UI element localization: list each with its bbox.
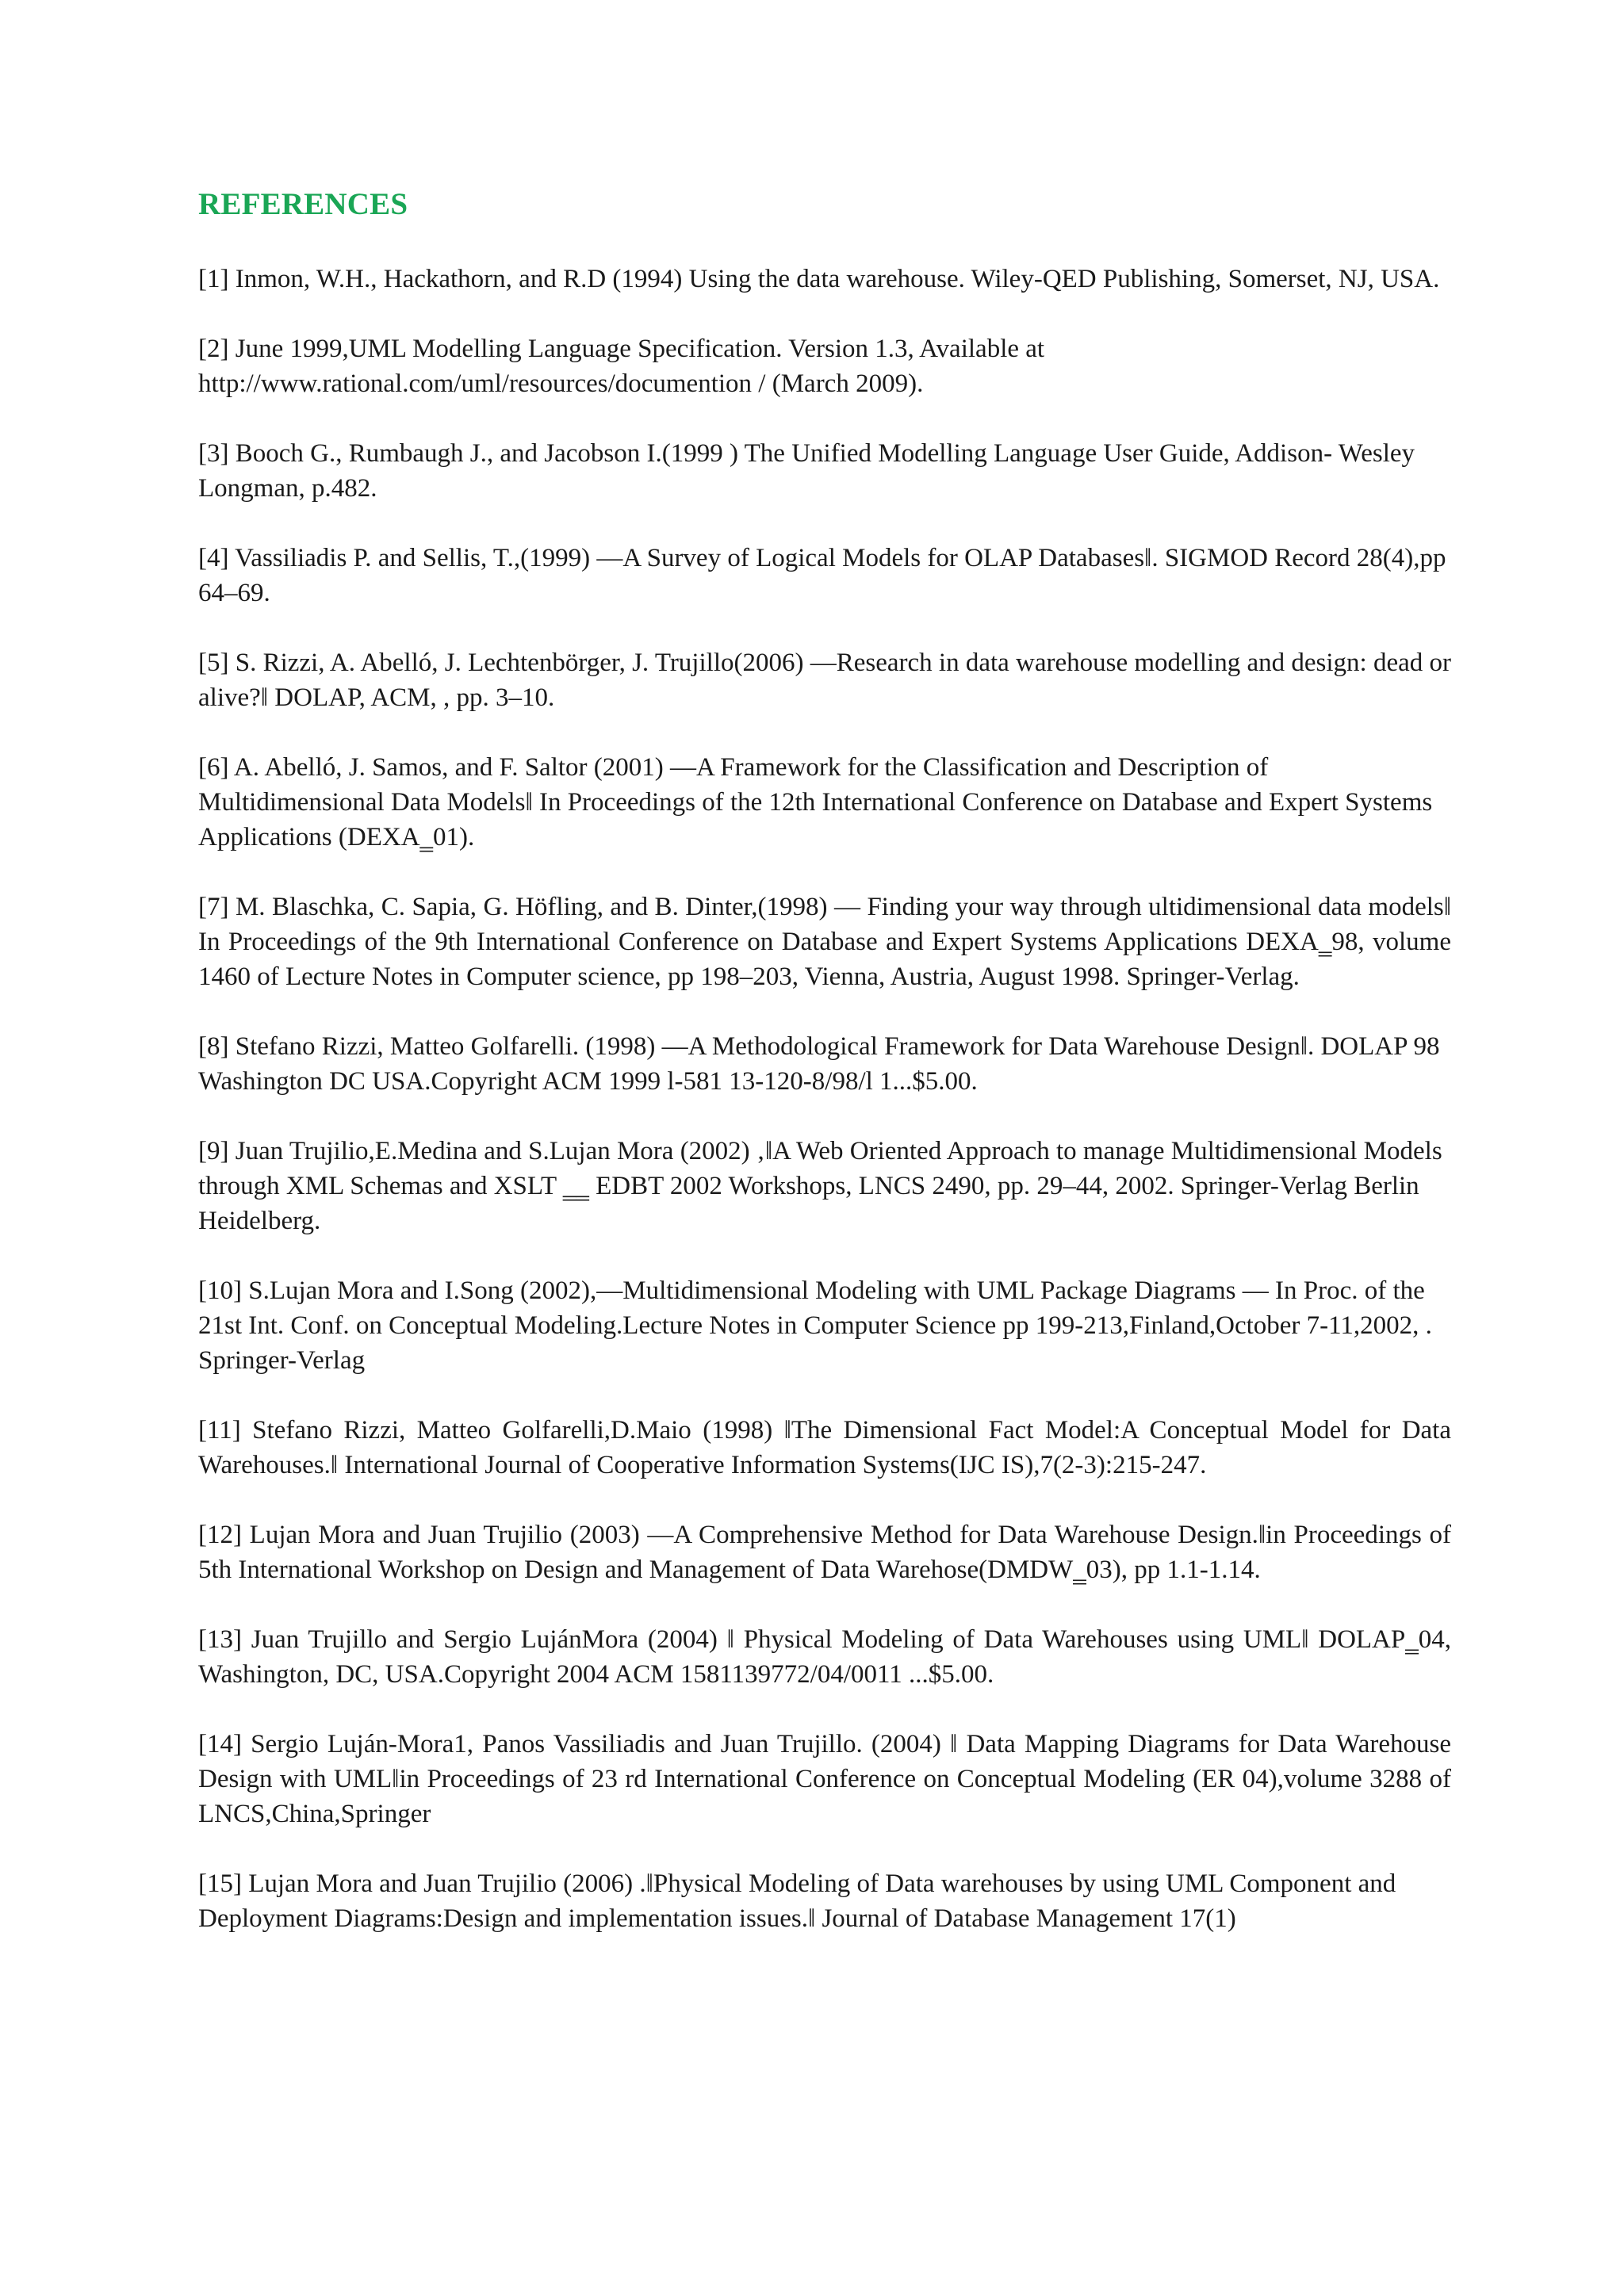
reference-list — [198, 262, 1451, 1936]
reference-item-1: [1] Inmon, W.H., Hackathorn, and R.D (1994) Using the data warehouse. Wiley-QED Publishing, Somerset, NJ, USA. — [198, 265, 1440, 293]
reference-item-2: [2] June 1999,UML Modelling Language Specification. Version 1.3, Available at http://www.rational.com/uml/resources/documention / (March 2009). — [198, 335, 1045, 398]
reference-item-4: [4] Vassiliadis P. and Sellis, T.,(1999) ―A Survey of Logical Models for OLAP Databases‖. SIGMOD Record 28(4),pp 64–69. — [198, 544, 1446, 607]
reference-item-9: [9] Juan Trujilio,E.Medina and S.Lujan Mora (2002) ‚‖A Web Oriented Approach to manage Multidimensional Models through XML Schemas and XSLT ‗‗ EDBT 2002 Workshops, LNCS 2490, pp. 29–44, 2002. Springer-Verlag Berlin Heidelberg. — [198, 1137, 1442, 1235]
reference-item-13: [13] Juan Trujillo and Sergio LujánMora (2004) ‖ Physical Modeling of Data Warehouses using UML‖ DOLAP‗04, Washington, DC, USA.Copyright 2004 ACM 1581139772/04/0011 ...$5.00. — [198, 1625, 1451, 1689]
reference-item-8: [8] Stefano Rizzi, Matteo Golfarelli. (1998) ―A Methodological Framework for Data Warehouse Design‖. DOLAP 98 Washington DC USA.Copyright ACM 1999 l-581 13-120-8/98/l 1...$5.00. — [198, 1032, 1440, 1096]
reference-item-3: [3] Booch G., Rumbaugh J., and Jacobson I.(1999 ) The Unified Modelling Language User Guide, Addison- Wesley Longman, p.482. — [198, 439, 1415, 503]
references-page — [198, 189, 1451, 1971]
reference-item-14: [14] Sergio Luján-Mora1, Panos Vassiliadis and Juan Trujillo. (2004) ‖ Data Mapping Diagrams for Data Warehouse Design with UML‖in Proceedings of 23 rd International Conference on Conceptual Modeling (ER 04),volume 3288 of LNCS,China,Springer — [198, 1730, 1451, 1828]
reference-item-7: [7] M. Blaschka, C. Sapia, G. Höfling, and B. Dinter,(1998) ― Finding your way through ultidimensional data models‖ In Proceedings of the 9th International Conference on Database and Expert Systems Applications DEXA‗98, volume 1460 of Lecture Notes in Computer science, pp 198–203, Vienna, Austria, August 1998. Springer-Verlag. — [198, 893, 1451, 991]
reference-item-11: [11] Stefano Rizzi, Matteo Golfarelli,D.Maio (1998) ‖The Dimensional Fact Model:A Conceptual Model for Data Warehouses.‖ International Journal of Cooperative Information Systems(IJC IS),7(2-3):215-247. — [198, 1416, 1451, 1479]
reference-item-5: [5] S. Rizzi, A. Abelló, J. Lechtenbörger, J. Trujillo(2006) ―Research in data warehouse modelling and design: dead or alive?‖ DOLAP, ACM, , pp. 3–10. — [198, 649, 1451, 712]
references-heading: REFERENCES — [198, 187, 408, 221]
reference-item-10: [10] S.Lujan Mora and I.Song (2002),―Multidimensional Modeling with UML Package Diagrams ― In Proc. of the 21st Int. Conf. on Conceptual Modeling.Lecture Notes in Computer Science pp 199-213,Finland,October 7-11,2002, . Springer-Verlag — [198, 1276, 1432, 1375]
reference-item-6: [6] A. Abelló, J. Samos, and F. Saltor (2001) ―A Framework for the Classification and Description of Multidimensional Data Models‖ In Proceedings of the 12th International Conference on Database and Expert Systems Applications (DEXA‗01). — [198, 753, 1433, 851]
reference-item-12: [12] Lujan Mora and Juan Trujilio (2003) ―A Comprehensive Method for Data Warehouse Design.‖in Proceedings of 5th International Workshop on Design and Management of Data Warehose(DMDW‗03), pp 1.1-1.14. — [198, 1521, 1451, 1584]
reference-item-15: [15] Lujan Mora and Juan Trujilio (2006) .‖Physical Modeling of Data warehouses by using UML Component and Deployment Diagrams:Design and implementation issues.‖ Journal of Database Management 17(1) — [198, 1869, 1396, 1933]
